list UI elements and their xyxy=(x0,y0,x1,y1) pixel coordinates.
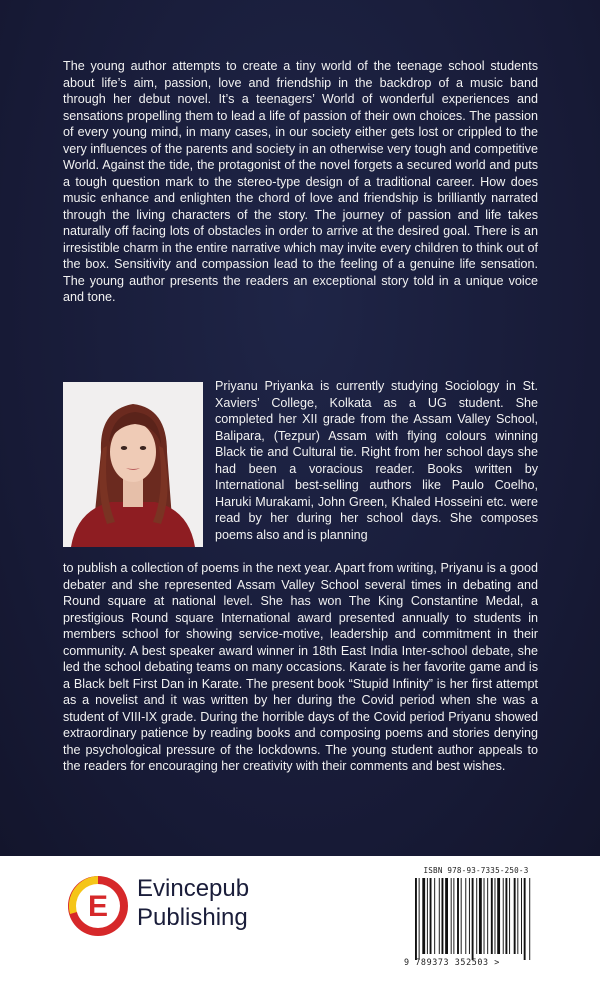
book-blurb: The young author attempts to create a tiny world of the teenage school students about life’s aim, passion, love and friendship in the backdrop of a music band through her debut novel. It’s a teenagers’ World of wonderful experiences and sensations propelling them to lead a life of passion of their own choices. The passion of every young mind, in many cases, in our society either gets lost or crippled to the very influences of the parents and society in an otherwise very tough and competitive World. Against the tide, the protagonist of the novel forgets a secured world and puts a tough question mark to the stereo-type design of a traditional career. How does music enhance and enlighten the chord of love and friendship is brilliantly narrated through the living characters of the story. The journey of passion and life takes naturally off facing lots of obstacles in order to arrive at the desired goal. There is an irresistible charm in the entire narrative which may invite every children to think out of the box. Sensitivity and compassion lead to the feeling of a genuine life sensation. The young author presents the readers an exceptional story told in a unique voice and tone. xyxy=(63,59,538,304)
barcode-bar xyxy=(430,878,432,954)
barcode-bar xyxy=(472,878,474,960)
barcode-bar xyxy=(503,878,504,954)
barcode-digits: 9 789373 352503 > xyxy=(404,957,500,967)
publisher-name-line1: Evincepub xyxy=(137,875,250,902)
logo-letter: E xyxy=(87,890,109,923)
isbn-label: ISBN 978-93-7335-250-3 xyxy=(423,866,529,875)
barcode-bar xyxy=(434,878,435,954)
barcode-bar xyxy=(495,878,496,954)
barcode-bar xyxy=(445,878,448,954)
barcode-bar xyxy=(514,878,516,954)
barcode-bar xyxy=(442,878,444,954)
barcode-bar xyxy=(439,878,440,954)
barcode-bar xyxy=(517,878,518,954)
barcode-bar xyxy=(451,878,452,954)
barcode-bar xyxy=(487,878,488,954)
barcode-bar xyxy=(479,878,482,954)
author-bio-continued: to publish a collection of poems in the next year. Apart from writing, Priyanu is a good debater and she represented Assam Valley School several times in debating and Round square at national level. She has won The King Constantine Medal, a prestigious Round square International award presented annually to students in members school for showing service-motive, leadership and commitment in their community. A best speaker award winner in 18th East India Inter-school debate, she led the school debating teams on many occasions. Karate is her favorite game and is a Black belt First Dan in Karate. The present book “Stupid Infinity” is her first attempt as a novelist and it was written by her during the Covid period when she was a student of VIII-IX grade. During the horrible days of the Covid period Priyanu showed extraordinary patience by reading books and composing poems and stories denying the psychological pressure of the lockdowns. The young student author appeals to the readers for encouraging her creativity with their comments and best wishes. xyxy=(63,561,538,773)
barcode-bar xyxy=(465,878,466,954)
barcode-bar xyxy=(484,878,485,954)
barcode-bar xyxy=(529,878,530,960)
barcode-bar xyxy=(415,878,417,960)
barcode-bar xyxy=(422,878,425,954)
barcode-bar xyxy=(497,878,500,954)
barcode-bar xyxy=(509,878,510,954)
barcode-bar xyxy=(457,878,459,954)
barcode-bar xyxy=(491,878,493,954)
author-photo xyxy=(63,382,203,547)
barcode-bar xyxy=(419,878,420,960)
publisher-name-line2: Publishing xyxy=(137,904,248,931)
author-bio-side: Priyanu Priyanka is currently studying Sociology in St. Xaviers’ College, Kolkata as a UG student. She completed her XII grade from the Assam Valley School, Balipara, (Tezpur) Assam with flying colours winning Black tie and Cultural tie. Right from her school days she had been a voracious reader. Books written by International best-selling authors like Paulo Coelho, Haruki Murakami, John Green, Khaled Hosseini etc. were read by her during her school days. She composes poems also and is planning xyxy=(215,379,538,542)
barcode-bar xyxy=(521,878,522,954)
barcode-bar xyxy=(461,878,462,954)
barcode-bar xyxy=(524,878,526,960)
barcode-bar xyxy=(453,878,454,954)
barcode-bar xyxy=(505,878,507,954)
barcode-bar xyxy=(469,878,470,954)
barcode-bar xyxy=(427,878,428,954)
barcode-bar xyxy=(476,878,477,954)
